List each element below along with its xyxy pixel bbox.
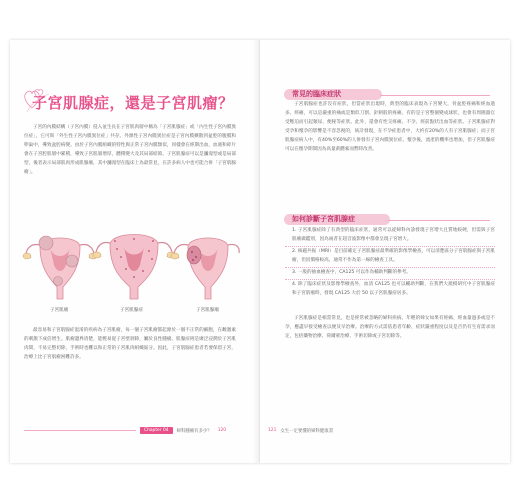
figure-label-adenomyosis: 子宮肌腺症 <box>120 308 143 313</box>
left-paragraph-2: 最容易和子宮肌腺症混淆的疾病為子宮肌瘤，每一個子宮肌瘤都起源於一個不正常的細胞，在雌激素的刺激下成倍增生。肌瘤邊界清楚，能輕易從子宮壁剝除，屬於良性腫瘤。肌腺症則是廣泛浸潤於子宮肌肉間，不易完整切除，手術時也難以和正常的子宮肌肉組織區分。因此，子宮肌腺症患者若要保留子宮，治療上比子宮肌瘤困難許多。 <box>24 328 236 360</box>
uterus-adenomyosis-illustration <box>93 235 175 300</box>
list-divider <box>285 267 495 268</box>
chapter-tag: Chapter 04 <box>140 427 173 434</box>
uterus-fibroid-illustration <box>23 236 97 299</box>
section-heading-symptoms: 常見的臨床症狀 <box>284 89 382 100</box>
gutter-shadow <box>252 40 259 463</box>
section-rule <box>380 95 490 96</box>
section-heading-diagnosis: 如何診斷子宮肌腺症 <box>284 214 390 225</box>
left-paragraph-1: 子宮的內膜結構（子宮內膜）侵入並生長在子宮肌肉層中稱為「子宮肌腺症」或「內生性子宮內膜異位症」，它可與「外生性子宮內膜異位症」共存。外源性子宮內膜異位症是子宮內膜擴散到盆腔的腹膜和卵巢中，導致盆腔病變。由於子宮內膜組織的特性與正常子宮內膜類似，同樣會在經期出血，血液和碎片會在子宮腔肌層中累積，導致子宮肌層增厚，體積變大及其局部結節。子宮肌腺症可以是瀰漫型或是局部型，後者表示局部肌肉形成肌腺瘤，其中瀰漫型在臨床上為最常見，在許多病人中也可能合併「子宮肌腺瘤」。 <box>24 125 236 175</box>
page-number-right: 121 <box>268 428 277 433</box>
chapter-text: 婦科腫瘤有多少？ <box>176 428 212 434</box>
list-divider <box>285 279 495 280</box>
uterus-adenomyoma-illustration <box>171 238 239 299</box>
footer-rule <box>24 430 136 431</box>
footer-right <box>268 426 333 435</box>
list-item: 2. 核磁共振（MRI）是目前確定子宮肌腺症最準確的影像學檢查，可以清楚區分子宮肌腺症與子宮肌瘤，但因價格較高，通常不作為第一線的檢查工具。 <box>292 248 495 263</box>
page-number-left: 120 <box>217 428 227 433</box>
book-gutter <box>259 40 260 463</box>
list-item: 3. 一般的抽血檢查中，CA125 可以作為輔助判斷的參考。 <box>292 269 411 275</box>
uterus-illustrations <box>22 225 240 317</box>
section-rule <box>388 220 490 221</box>
right-paragraph-2: 子宮肌腺症是相當常見，也是經常被忽略的婦科疾病。年輕的婦女如果有經痛、經血量過多或是不孕，應盡早接受檢查以便及早治療。治療的方式需依患者年齡、症狀嚴重程度以及是否仍有生育需求而定，包括藥物治療、荷爾蒙治療、手術切除或子宮切除等。 <box>285 316 495 339</box>
uterus-figure <box>22 225 240 305</box>
page-title: 子宮肌腺症，還是子宮肌瘤？ <box>32 94 234 112</box>
right-paragraph-1: 子宮肌腺症也許沒有症狀，但當症狀出現時，典型的臨床表現為子宮變大，骨盆腔疼痛和經血過多。經痛，可以是嚴重的痛或是類似刀割、針刺般的疼痛，有的是子宮整個變成球狀，也會有周圍器官受壓迫而引起頻尿、便秘等症狀。此外，還會有性交疼痛、不孕、經前點狀出血等症狀。子宮肌腺症對受孕和懷孕的影響是不容忽視的，統計發現，在不孕症患者中，大約有20%的人有子宮肌腺症；而子宮肌腺症病人中，有40%至60%的人併發有子宮內膜異位症。懷孕後，流產的機率也增加，但子宮肌腺症可以在懷孕期間因為高量黃體素而暫時改善。 <box>285 102 495 152</box>
figure-label-fibroid: 子宮肌瘤 <box>50 308 69 313</box>
list-divider <box>285 246 495 247</box>
diagnosis-list <box>285 227 495 299</box>
figure-label-adenomyoma: 子宮肌腺瘤 <box>196 308 219 313</box>
list-item: 1. 子宮肌腺症除了有典型的臨床症狀，通常可以從婦科內診發現子宮增大且質地較硬，但需與子宮肌瘤做鑑別，因為兩者在超音波影像中都會呈現子宮增大。 <box>292 228 495 242</box>
list-item: 4. 除了臨床症狀及影像學檢查外，血清 CA125 也可以輔助判斷，在我們大規模研究中子宮肌腺症和子宮肌瘤時，發現 CA125 大於 50 以子宮肌腺症居多。 <box>292 281 495 296</box>
footer-left <box>140 426 226 435</box>
book-title: 女生一定要懂的婦科健康書 <box>280 428 334 434</box>
